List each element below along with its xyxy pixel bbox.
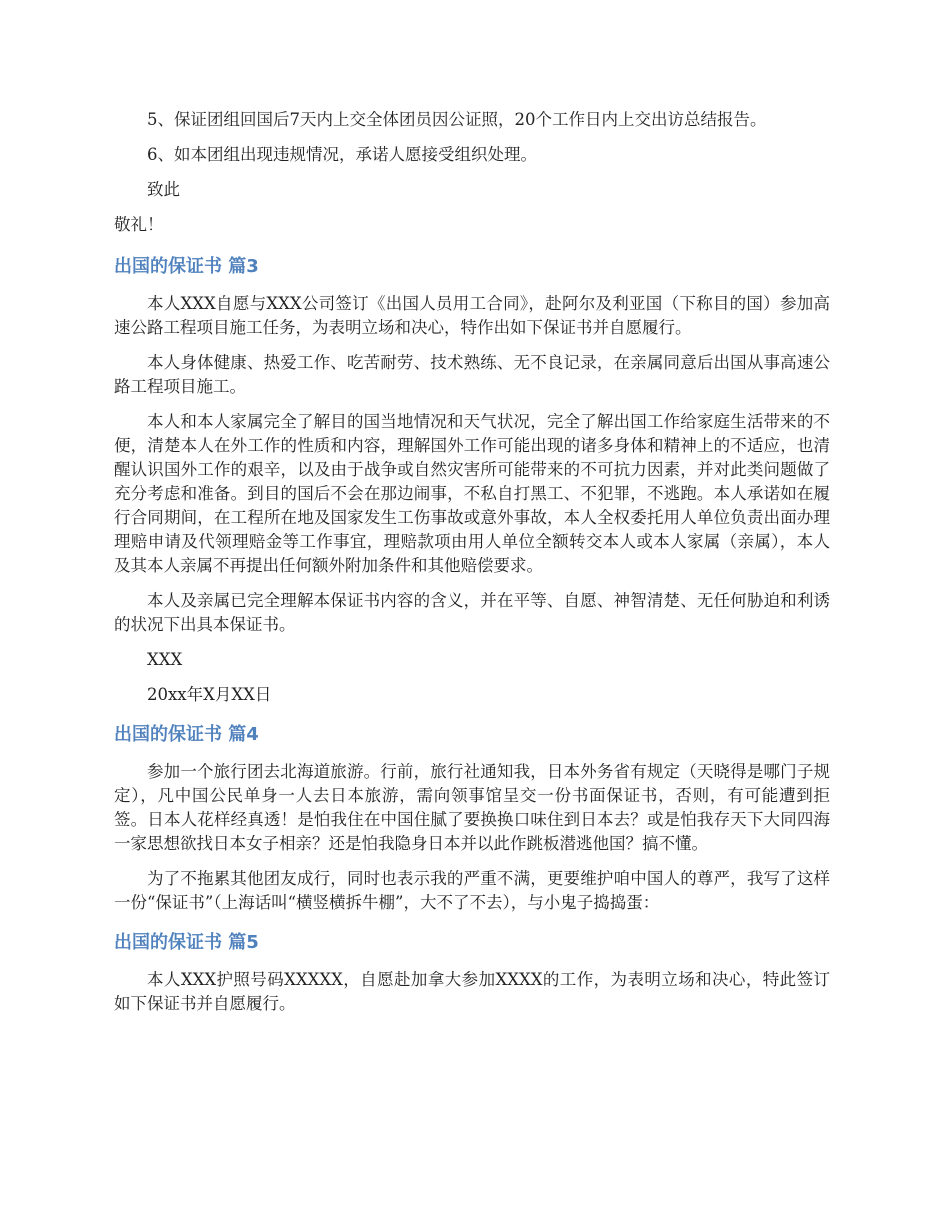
paragraph: 本人XXX护照号码XXXXX，自愿赴加拿大参加XXXX的工作，为表明立场和决心，特此签订如下保证书并自愿履行。 <box>114 970 830 1013</box>
signature-date: 20xx年X月XX日 <box>147 685 272 704</box>
paragraph: 本人XXX自愿与XXX公司签订《出国人员用工合同》，赴阿尔及利亚国（下称目的国）参加高速公路工程项目施工任务，为表明立场和决心，特作出如下保证书并自愿履行。 <box>114 294 830 337</box>
paragraph: 6、如本团组出现违规情况，承诺人愿接受组织处理。 <box>147 145 537 164</box>
signature-name: XXX <box>147 650 183 669</box>
paragraph: 致此 <box>147 180 180 199</box>
paragraph: 本人和本人家属完全了解目的国当地情况和天气状况，完全了解出国工作给家庭生活带来的不便，清楚本人在外工作的性质和内容，理解国外工作可能出现的诸多身体和精神上的不适应，也清醒认识国外工作的艰辛，以及由于战争或自然灾害所可能带来的不可抗力因素，并对此类问题做了充分考虑和准备。到目的国后不会在那边闹事，不私自打黑工、不犯罪，不逃跑。本人承诺如在履行合同期间，在工程所在地及国家发生工伤事故或意外事故，本人全权委托用人单位负责出面办理理赔申请及代领理赔金等工作事宜，理赔款项由用人单位全额转交本人或本人家属（亲属），本人及其本人亲属不再提出任何额外附加条件和其他赔偿要求。 <box>114 412 830 575</box>
closing-salutation: 敬礼！ <box>114 215 164 234</box>
paragraph: 5、保证团组回国后7天内上交全体团员因公证照，20个工作日内上交出访总结报告。 <box>147 110 767 129</box>
paragraph: 本人身体健康、热爱工作、吃苦耐劳、技术熟练、无不良记录，在亲属同意后出国从事高速公路工程项目施工。 <box>114 353 830 396</box>
paragraph: 为了不拖累其他团友成行，同时也表示我的严重不满，更要维护咱中国人的尊严，我写了这样一份“保证书”（上海话叫“横竖横拆牛棚”，大不了不去），与小鬼子捣捣蛋： <box>114 869 830 912</box>
paragraph: 参加一个旅行团去北海道旅游。行前，旅行社通知我，日本外务省有规定（天晓得是哪门子规定），凡中国公民单身一人去日本旅游，需向领事馆呈交一份书面保证书，否则，有可能遭到拒签。日本人花样经真透！是怕我住在中国住腻了要换换口味住到日本去？或是怕我存天下大同四海一家思想欲找日本女子相亲？还是怕我隐身日本并以此作跳板潜逃他国？搞不懂。 <box>114 762 830 853</box>
section-heading-5: 出国的保证书 篇5 <box>114 932 259 953</box>
section-heading-3: 出国的保证书 篇3 <box>114 256 259 277</box>
section-heading-4: 出国的保证书 篇4 <box>114 724 259 745</box>
paragraph: 本人及亲属已完全理解本保证书内容的含义，并在平等、自愿、神智清楚、无任何胁迫和利诱的状况下出具本保证书。 <box>114 591 830 634</box>
